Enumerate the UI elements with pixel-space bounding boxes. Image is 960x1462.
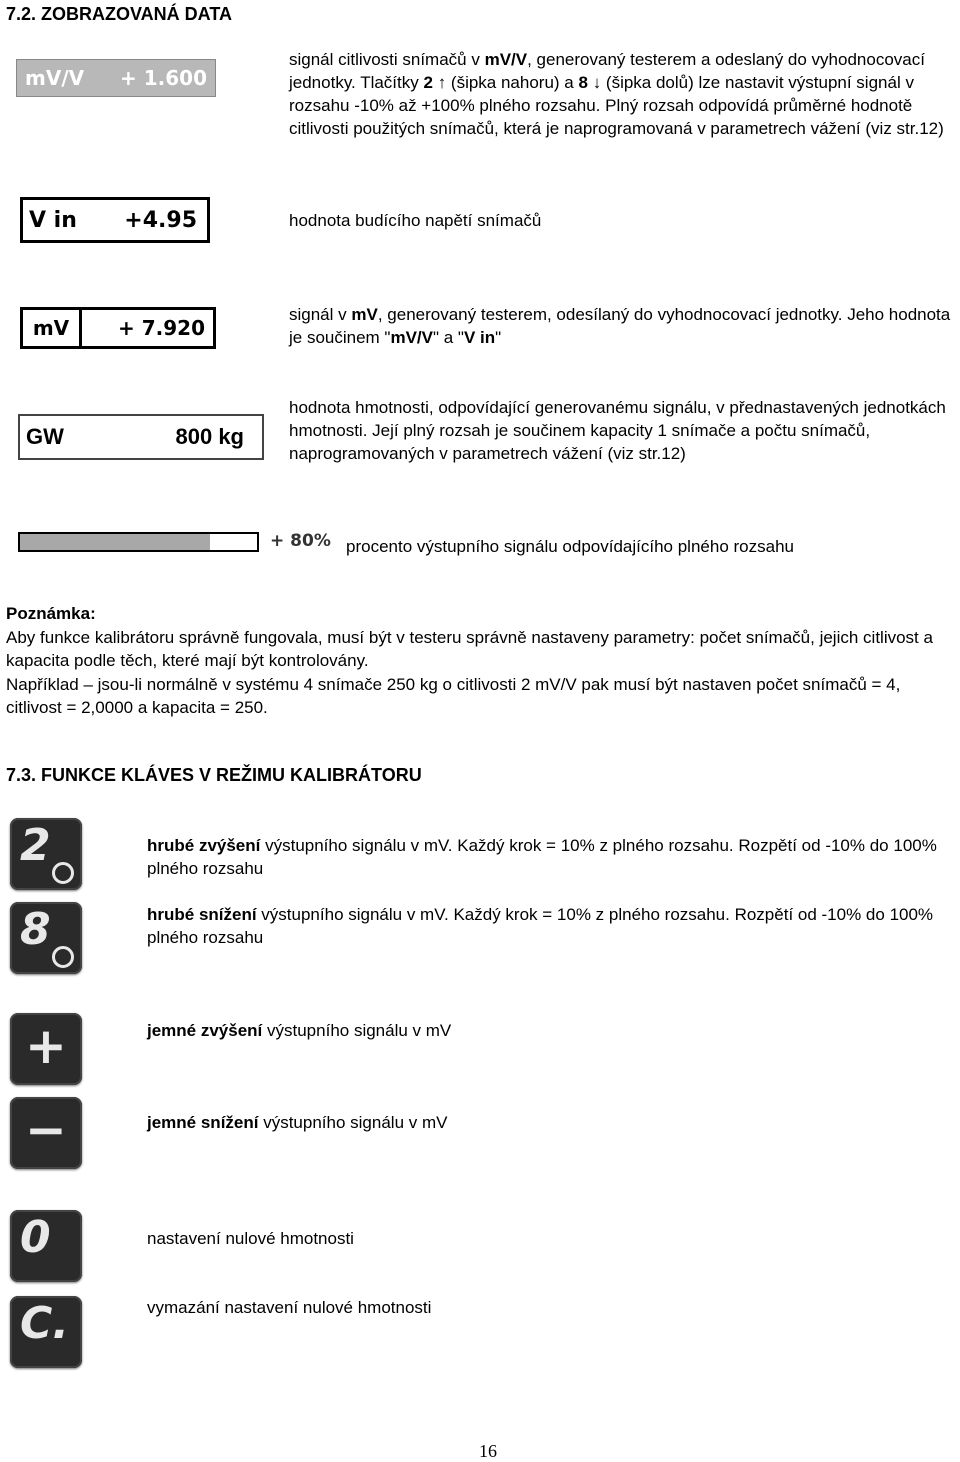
key-0-glyph: 0 bbox=[20, 1212, 51, 1263]
key-plus-text: výstupního signálu v mV bbox=[262, 1021, 452, 1040]
mv-display-value: + 7.920 bbox=[118, 316, 205, 340]
mvv-desc-text-3: (šipka nahoru) a bbox=[446, 73, 579, 92]
key-8-glyph: 8 bbox=[20, 904, 51, 955]
minus-icon: − bbox=[25, 1101, 67, 1159]
percent-bar bbox=[18, 532, 259, 552]
key-minus-text: výstupního signálu v mV bbox=[258, 1113, 448, 1132]
percent-description: procento výstupního signálu odpovídajícího plného rozsahu bbox=[346, 537, 794, 556]
mv-desc-text: signál v bbox=[289, 305, 352, 324]
arrow-down-icon: ↓ bbox=[592, 73, 602, 92]
key-c-glyph: C. bbox=[20, 1298, 70, 1349]
vin-display-value: +4.95 bbox=[124, 207, 197, 233]
arrow-down-circle-icon bbox=[52, 946, 74, 968]
key-2-image bbox=[10, 818, 82, 890]
vin-display-image bbox=[20, 197, 210, 243]
key-8-image bbox=[10, 902, 82, 974]
mvv-description bbox=[289, 48, 959, 140]
note-heading: Poznámka: bbox=[6, 604, 96, 623]
key-c-description: vymazání nastavení nulové hmotnosti bbox=[147, 1298, 432, 1317]
plus-icon: + bbox=[25, 1017, 67, 1075]
mv-display-image bbox=[20, 307, 216, 349]
mv-description bbox=[289, 303, 959, 349]
key-c-image bbox=[10, 1296, 82, 1368]
key-plus-action: jemné zvýšení bbox=[147, 1021, 263, 1040]
mv-desc-unit: mV bbox=[351, 305, 378, 324]
gw-display-image bbox=[18, 414, 264, 460]
note-line-2: Například – jsou-li normálně v systému 4 snímače 250 kg o citlivosti 2 mV/V pak musí být nastaven počet snímačů = 4, citlivost = 2,0000 a kapacita = 250. bbox=[6, 675, 901, 717]
mv-display-label: mV bbox=[23, 310, 82, 346]
mvv-desc-unit: mV/V bbox=[484, 50, 528, 69]
mv-desc-text-3: " a " bbox=[433, 328, 464, 347]
mvv-display-image bbox=[16, 59, 216, 97]
gw-display-value: 800 kg bbox=[175, 424, 244, 449]
mv-desc-mvv: mV/V bbox=[390, 328, 433, 347]
key-plus-image bbox=[10, 1013, 82, 1085]
mvv-display-label: mV/V bbox=[25, 66, 85, 90]
mvv-desc-text-2: , generovaný testerem a odeslaný do vyhodnocovací jednotky. Tlačítky bbox=[289, 50, 925, 92]
mv-desc-vin: V in bbox=[463, 328, 496, 347]
percent-value: + 80% bbox=[270, 531, 331, 551]
percent-bar-fill bbox=[20, 534, 210, 550]
key-2-text: výstupního signálu v mV. Každý krok = 10% z plného rozsahu. Rozpětí od -10% do 100% plného rozsahu bbox=[147, 836, 937, 878]
mvv-display-value: + 1.600 bbox=[120, 66, 207, 90]
key-8-ref: 8 bbox=[578, 73, 588, 92]
key-plus-description bbox=[147, 1019, 451, 1042]
gw-display-label: GW bbox=[26, 424, 64, 449]
mvv-desc-text-4: (šipka dolů) lze nastavit výstupní signál v rozsahu -10% až +100% plného rozsahu. Plný rozsah odpovídá průměrné hodnotě citlivosti použitých snímačů, která je naprogramovaná v parametrech vážení (viz str.12) bbox=[289, 73, 944, 138]
mv-desc-text-2: , generovaný testerem, odesílaný do vyhodnocovací jednotky. Jeho hodnota je součinem " bbox=[289, 305, 951, 347]
key-0-description: nastavení nulové hmotnosti bbox=[147, 1229, 354, 1248]
key-2-description bbox=[147, 834, 947, 880]
key-minus-description bbox=[147, 1111, 447, 1134]
key-0-image bbox=[10, 1210, 82, 1282]
key-2-action: hrubé zvýšení bbox=[147, 836, 261, 855]
vin-description: hodnota budícího napětí snímačů bbox=[289, 211, 542, 230]
gw-description: hodnota hmotnosti, odpovídající generovanému signálu, v přednastavených jednotkách hmotnosti. Její plný rozsah je součinem kapacity 1 snímače a počtu snímačů, naprogramovaných v parametrech vážení (viz str.12) bbox=[289, 398, 946, 463]
arrow-up-circle-icon bbox=[52, 862, 74, 884]
key-8-description bbox=[147, 903, 947, 949]
note-line-1: Aby funkce kalibrátoru správně fungovala, musí být v testeru správně nastaveny parametry: počet snímačů, jejich citlivost a kapacita podle těch, které mají být kontrolovány. bbox=[6, 628, 933, 670]
mv-desc-text-4: " bbox=[495, 328, 502, 347]
key-minus-image bbox=[10, 1097, 82, 1169]
key-2-glyph: 2 bbox=[20, 820, 51, 871]
page-number: 16 bbox=[479, 1441, 497, 1461]
section-heading-7-3: 7.3. FUNKCE KLÁVES V REŽIMU KALIBRÁTORU bbox=[6, 765, 422, 785]
key-8-action: hrubé snížení bbox=[147, 905, 257, 924]
section-heading-7-2: 7.2. ZOBRAZOVANÁ DATA bbox=[6, 4, 233, 24]
key-minus-action: jemné snížení bbox=[147, 1113, 259, 1132]
key-8-text: výstupního signálu v mV. Každý krok = 10% z plného rozsahu. Rozpětí od -10% do 100% plného rozsahu bbox=[147, 905, 934, 947]
key-2-ref: 2 bbox=[423, 73, 433, 92]
mvv-desc-text: signál citlivosti snímačů v bbox=[289, 50, 485, 69]
vin-display-label: V in bbox=[29, 207, 77, 233]
arrow-up-icon: ↑ bbox=[437, 73, 447, 92]
